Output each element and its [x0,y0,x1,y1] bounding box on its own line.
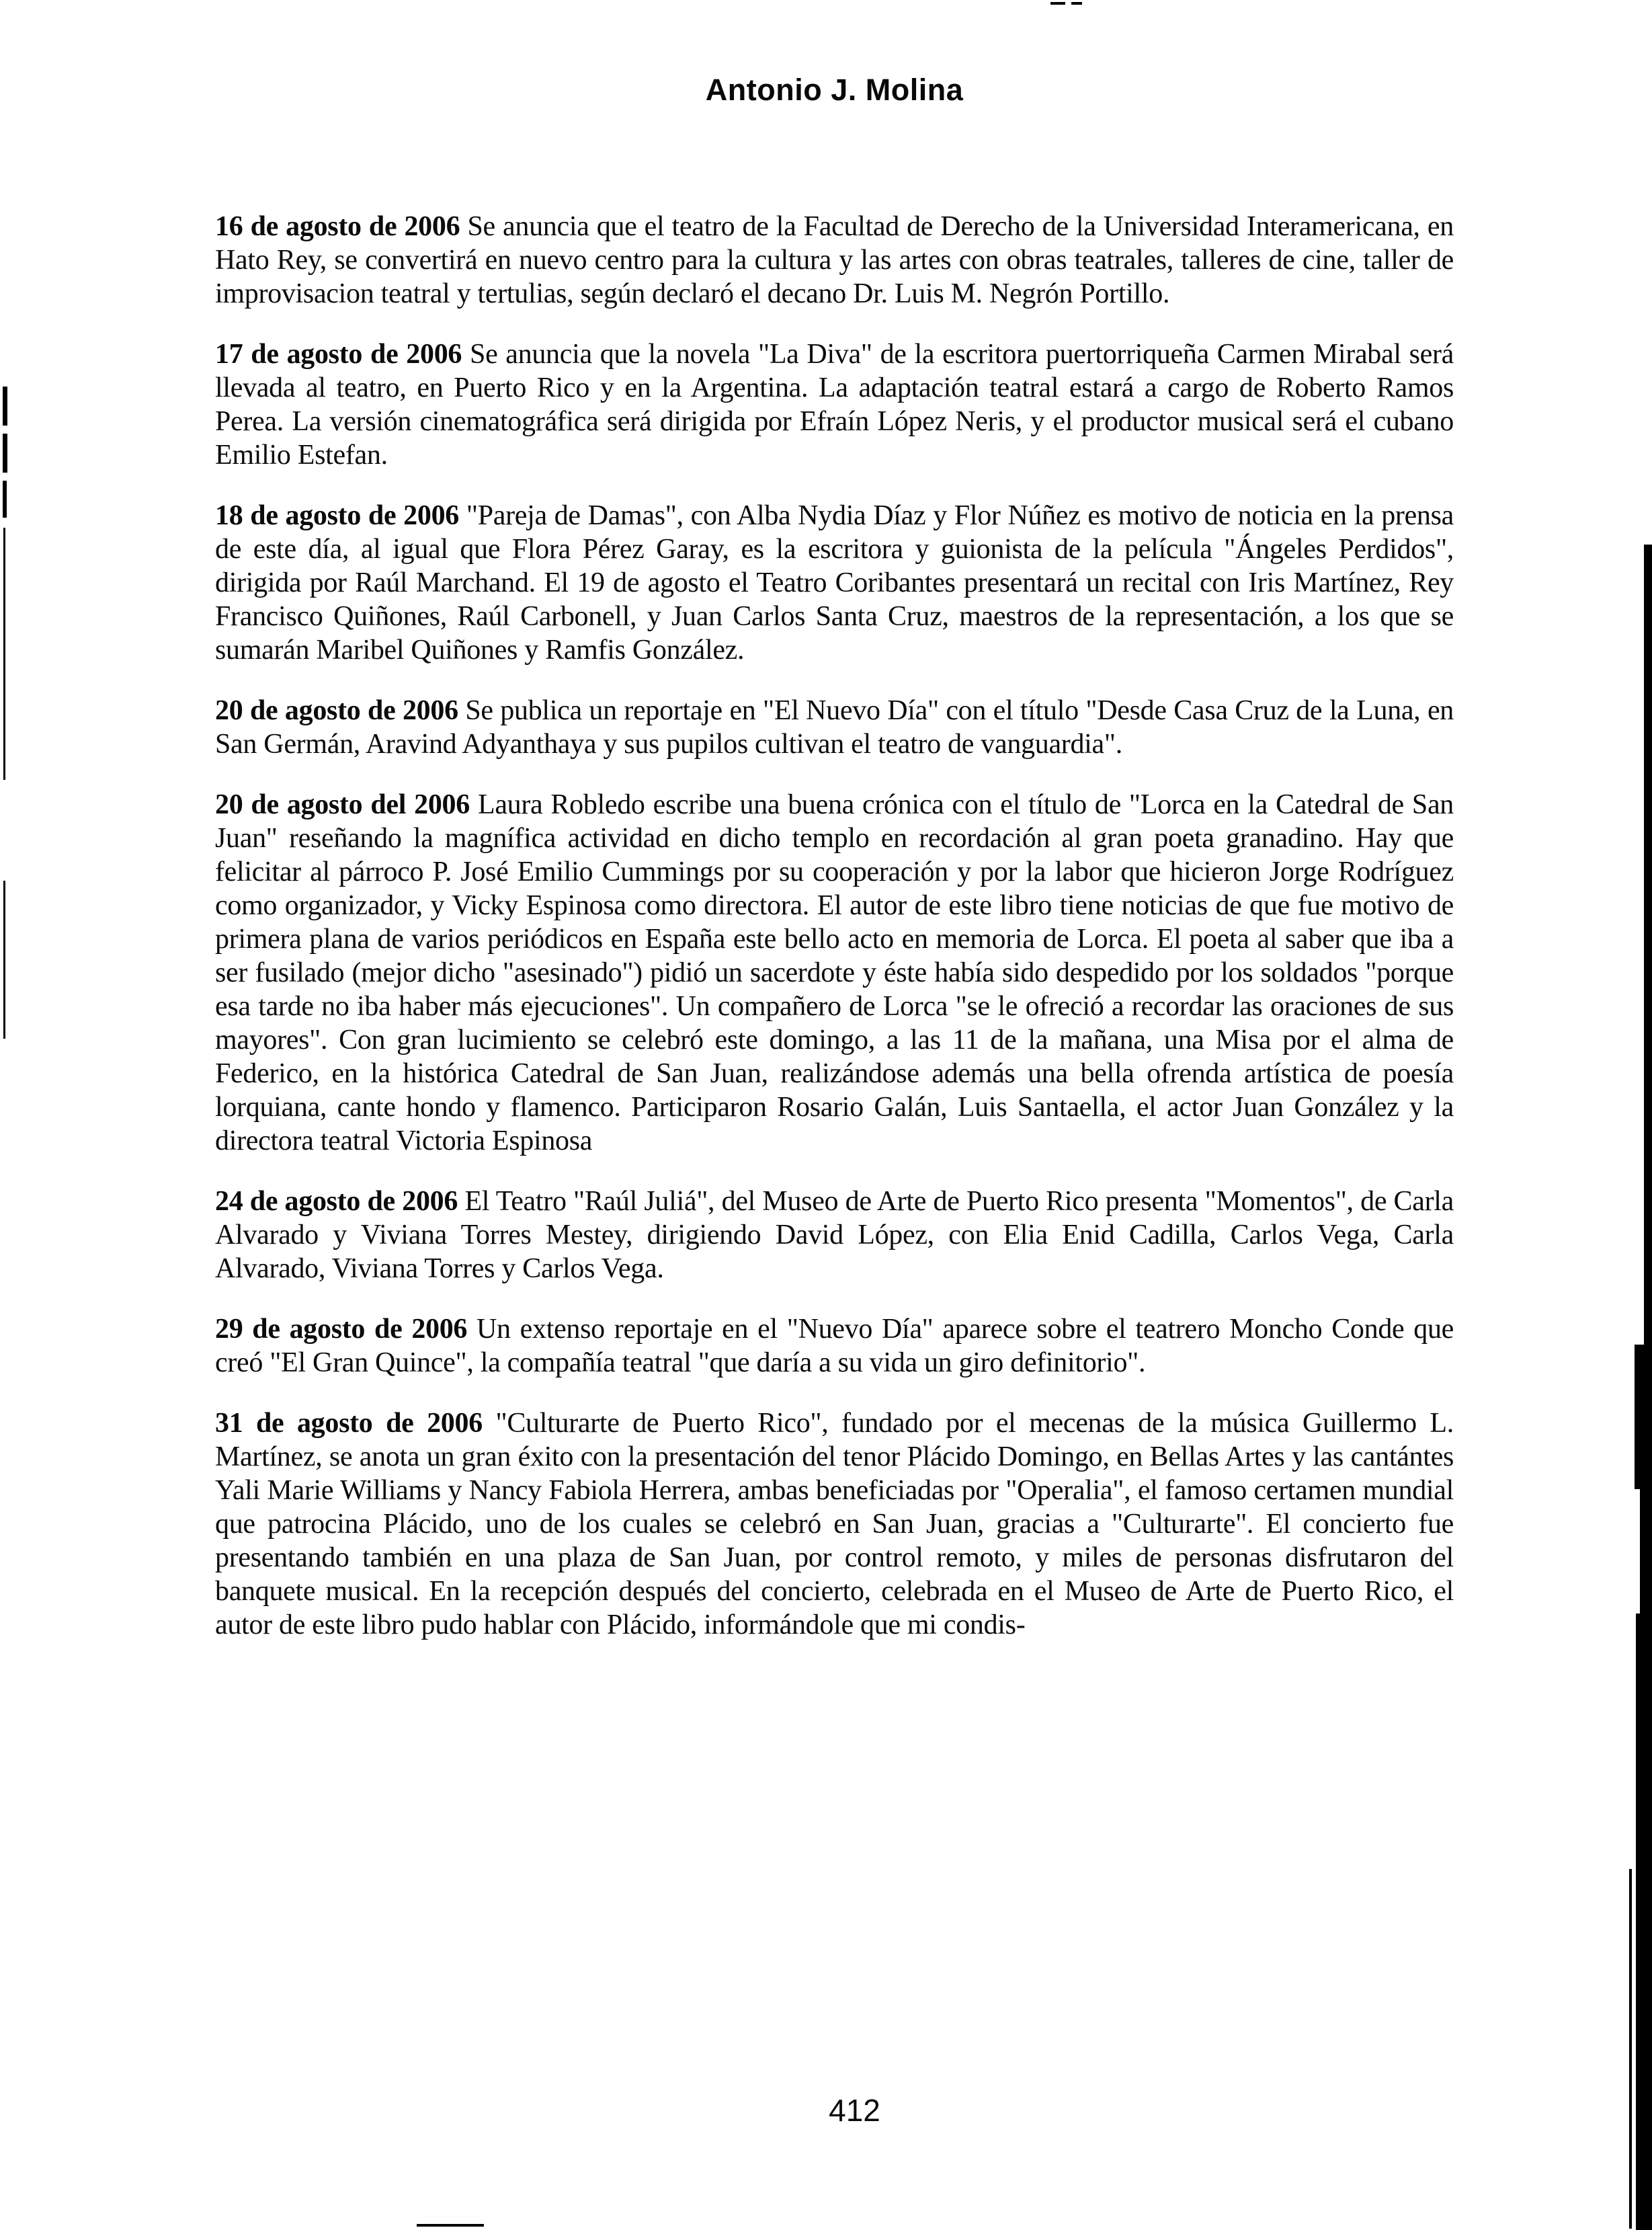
entry-text: Se anuncia que el teatro de la Facultad de Derecho de la Universidad Interamericana, en Hato Rey, se convertirá en nuevo centro para la cultura y las artes con obras teatrales, talleres de cine, taller de improvisacion teatral y tertulias, según declaró el decano Dr. Luis M. Negrón Portillo. [215,211,1454,309]
entry-text: Se anuncia que la novela "La Diva" de la escritora puertorriqueña Carmen Mirabal será llevada al teatro, en Puerto Rico y en la Argentina. La adaptación teatral estará a cargo de Roberto Ramos Perea. La versión cinematográfica será dirigida por Efraín López Neris, y el productor musical será el cubano Emilio Estefan. [215,339,1454,471]
scan-artifact-left-mark [3,387,7,426]
entry-text: El Teatro "Raúl Juliá", del Museo de Arte de Puerto Rico presenta "Momentos", de Carla Alvarado y Viviana Torres Mestey, dirigiendo David López, con Elia Enid Cadilla, Carlos Vega, Carla Alvarado, Viviana Torres y Carlos Vega. [215,1186,1454,1284]
body-text-column [215,210,1454,1669]
scan-artifact-top-dash [1050,2,1065,5]
entry-paragraph [215,788,1454,1158]
scan-artifact-left-mark [3,434,7,473]
entry-text: "Culturarte de Puerto Rico", fundado por el mecenas de la música Guillermo L. Martínez, se anota un gran éxito con la presentación del tenor Plácido Domingo, en Bellas Artes y las cantántes Yali Marie Williams y Nancy Fabiola Herrera, ambas beneficiadas por "Operalia", el famoso certamen mundial que patrocina Plácido, uno de los cuales se celebró en San Juan, gracias a "Culturarte". El concierto fue presentando también en una plaza de San Juan, por control remoto, y miles de personas disfrutaron del banquete musical. En la recepción después del concierto, celebrada en el Museo de Arte de Puerto Rico, el autor de este libro pudo hablar con Plácido, informándole que mi condis- [215,1408,1454,1640]
entry-paragraph [215,499,1454,667]
entry-paragraph [215,1185,1454,1285]
entry-paragraph [215,1312,1454,1380]
page-number: 412 [829,2093,880,2128]
scan-artifact-right-bar [1635,1345,1652,1489]
entry-date: 16 de agosto de 2006 [215,211,460,242]
entry-text: "Pareja de Damas", con Alba Nydia Díaz y Flor Núñez es motivo de noticia en la prensa de este día, al igual que Flora Pérez Garay, es la escritora y guionista de la película "Ángeles Perdidos", dirigida por Raúl Marchand. El 19 de agosto el Teatro Coribantes presentará un recital con Iris Martínez, Rey Francisco Quiñones, Raúl Carbonell, y Juan Carlos Santa Cruz, maestros de la representación, a los que se sumarán Maribel Quiñones y Ramfis González. [215,500,1454,666]
entry-text: Se publica un reportaje en "El Nuevo Día" con el título "Desde Casa Cruz de la Luna, en San Germán, Aravind Adyanthaya y sus pupilos cultivan el teatro de vanguardia". [215,695,1454,760]
scan-artifact-bottom-dash [417,2224,484,2227]
scan-artifact-right-bar [1644,545,1652,1348]
entry-paragraph [215,694,1454,761]
entry-date: 18 de agosto de 2006 [215,500,459,531]
entry-date: 20 de agosto del 2006 [215,789,470,820]
entry-date: 20 de agosto de 2006 [215,695,458,726]
entry-date: 24 de agosto de 2006 [215,1186,458,1217]
scan-artifact-right-bar [1640,1489,1652,1617]
scan-artifact-top-dash [1071,2,1082,5]
scan-artifact-left-mark [3,481,7,518]
entry-date: 31 de agosto de 2006 [215,1408,483,1439]
entry-text: Un extenso reportaje en el "Nuevo Día" aparece sobre el teatrero Moncho Conde que creó "El Gran Quince", la compañía teatral "que daría a su vida un giro definitorio". [215,1314,1454,1378]
scan-artifact-left-line [3,528,5,780]
entry-paragraph [215,210,1454,311]
entry-date: 17 de agosto de 2006 [215,339,462,370]
entry-text: Laura Robledo escribe una buena crónica con el título de "Lorca en la Catedral de San Juan" reseñando la magnífica actividad en dicho templo en recordación al gran poeta granadino. Hay que felicitar al párroco P. José Emilio Cummings por su cooperación y por la labor que hicieron Jorge Rodríguez como organizador, y Vicky Espinosa como directora. El autor de este libro tiene noticias de que fue motivo de primera plana de varios periódicos en España este bello acto en memoria de Lorca. El poeta al saber que iba a ser fusilado (mejor dicho "asesinado") pidió un sacerdote y éste había sido despedido por los soldados "porque esa tarde no iba haber más ejecuciones". Un compañero de Lorca "se le ofreció a recordar las oraciones de sus mayores". Con gran lucimiento se celebró este domingo, a las 11 de la mañana, una Misa por el alma de Federico, en la histórica Catedral de San Juan, realizándose además una bella ofrenda artística de poesía lorquiana, cante hondo y flamenco. Participaron Rosario Galán, Luis Santaella, el actor Juan González y la directora teatral Victoria Espinosa [215,789,1454,1156]
entry-paragraph [215,1406,1454,1642]
scan-artifact-left-line [3,881,5,1039]
scan-artifact-right-bar [1636,1614,1652,2230]
entry-date: 29 de agosto de 2006 [215,1314,468,1345]
entry-paragraph [215,337,1454,472]
running-header-author: Antonio J. Molina [705,73,964,107]
scan-artifact-right-line [1629,1869,1632,2229]
